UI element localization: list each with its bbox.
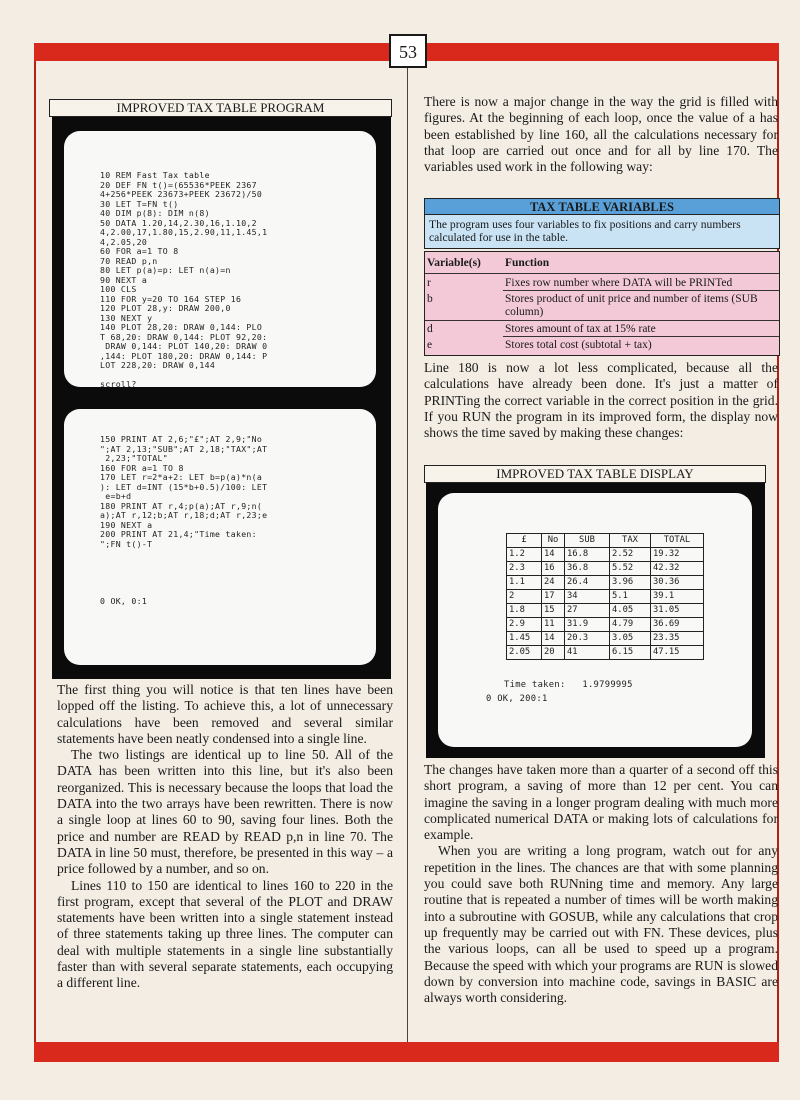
table-row bbox=[507, 604, 704, 618]
time-taken-line bbox=[504, 681, 633, 691]
code-line: 150 PRINT AT 2,6;"£";AT 2,9;"No bbox=[100, 434, 263, 444]
table-cell: 36.69 bbox=[651, 618, 704, 632]
header-cell: £ bbox=[507, 534, 542, 548]
table-cell: 20 bbox=[542, 646, 565, 660]
program-screen bbox=[52, 117, 391, 679]
table-row bbox=[507, 632, 704, 646]
table-cell: 47.15 bbox=[651, 646, 704, 660]
code-line: 80 LET p(a)=p: LET n(a)=n bbox=[100, 265, 231, 275]
right-intro-text bbox=[424, 94, 778, 175]
variables-table-title: TAX TABLE VARIABLES bbox=[424, 198, 780, 215]
listing-screen-2 bbox=[64, 409, 376, 665]
code-line bbox=[100, 578, 267, 588]
code-line: 4+256*PEEK 23673+PEEK 23672)/50 bbox=[100, 189, 263, 199]
code-line: 30 LET T=FN t() bbox=[100, 198, 179, 209]
table-cell: 14 bbox=[542, 548, 565, 562]
table-cell: 5.1 bbox=[610, 590, 651, 604]
code-line: 4,2.05,20 bbox=[100, 236, 148, 247]
table-rule bbox=[503, 290, 779, 291]
code-line: T 68,20: DRAW 0,144: PLOT 92,20: bbox=[100, 331, 268, 342]
table-cell: 39.1 bbox=[651, 590, 704, 604]
table-cell: 26.4 bbox=[565, 576, 610, 590]
code-line: 0 OK, 0:1 bbox=[100, 595, 148, 606]
code-line bbox=[100, 559, 267, 569]
code-line: ";AT 2,13;"SUB";AT 2,18;"TAX";AT bbox=[100, 443, 268, 454]
table-cell: 27 bbox=[565, 604, 610, 618]
code-line: 10 REM Fast Tax table bbox=[100, 170, 210, 180]
paragraph: There is now a major change in the way the grid is filled with figures. At the beginning of each loop, once the value of a has been established by line 160, all the calculations necessary for that loop are carried out once and for all by line 170. The variables used work in the following way: bbox=[424, 94, 778, 175]
header-cell: TOTAL bbox=[651, 534, 704, 548]
table-cell: 24 bbox=[542, 576, 565, 590]
table-cell: 2 bbox=[507, 590, 542, 604]
table-cell: 16.8 bbox=[565, 548, 610, 562]
table-cell: 6.15 bbox=[610, 646, 651, 660]
table-cell: 34 bbox=[565, 590, 610, 604]
code-line: ";FN t()-T bbox=[100, 538, 153, 549]
code-line: 180 PRINT AT r,4;p(a);AT r,9;n( bbox=[100, 500, 263, 511]
table-cell: 20.3 bbox=[565, 632, 610, 646]
code-line: 200 PRINT AT 21,4;"Time taken: bbox=[100, 529, 257, 539]
code-line: e=b+d bbox=[100, 491, 132, 501]
header-cell: No bbox=[542, 534, 565, 548]
header-function: Function bbox=[505, 257, 550, 269]
program-listing-2 bbox=[100, 435, 267, 606]
code-line: 140 PLOT 28,20: DRAW 0,144: PLO bbox=[100, 322, 263, 332]
display-tv bbox=[438, 493, 752, 747]
table-cell: 30.36 bbox=[651, 576, 704, 590]
table-cell: 4.05 bbox=[610, 604, 651, 618]
function-cell: Stores amount of tax at 15% rate bbox=[505, 323, 656, 335]
display-box-title: IMPROVED TAX TABLE DISPLAY bbox=[424, 465, 766, 483]
table-cell: 16 bbox=[542, 562, 565, 576]
program-box-title: IMPROVED TAX TABLE PROGRAM bbox=[49, 99, 392, 117]
left-body-text bbox=[57, 682, 393, 992]
code-line: 130 NEXT y bbox=[100, 312, 153, 323]
variable-cell: r bbox=[427, 277, 431, 289]
table-row bbox=[507, 548, 704, 562]
table-cell: 36.8 bbox=[565, 562, 610, 576]
status-line: 0 OK, 200:1 bbox=[486, 694, 548, 704]
time-taken-label: Time taken: bbox=[504, 680, 566, 690]
paragraph: Line 180 is now a lot less complicated, because all the calculations have already been done. It's just a matter of PRINTing the correct variable in the correct position in the grid. If you RUN the program in its improved form, the display now shows the time saved by making these changes: bbox=[424, 360, 778, 441]
paragraph: Lines 110 to 150 are identical to lines 160 to 220 in the first program, except that several of the PLOT and DRAW statements have been written into a single statement instead of three statements taking up three lines. The computer can deal with multiple statements in a single line substantially faster than with several separate statements, each occupying a different line. bbox=[57, 877, 393, 991]
table-header-row bbox=[507, 534, 704, 548]
bottom-red-bar bbox=[34, 1042, 779, 1062]
variable-cell: d bbox=[427, 323, 433, 335]
table-cell: 31.05 bbox=[651, 604, 704, 618]
code-line: a);AT r,12;b;AT r,18;d;AT r,23;e bbox=[100, 510, 268, 520]
code-line: ): LET d=INT (15*b+0.5)/100: LET bbox=[100, 481, 268, 492]
variables-table bbox=[424, 251, 780, 356]
code-line bbox=[100, 568, 267, 578]
code-line: 60 FOR a=1 TO 8 bbox=[100, 246, 179, 256]
code-line bbox=[100, 549, 267, 559]
table-cell: 17 bbox=[542, 590, 565, 604]
code-line: 20 DEF FN t()=(65536*PEEK 2367 bbox=[100, 179, 257, 190]
tax-display-table bbox=[506, 533, 704, 660]
table-cell: 19.32 bbox=[651, 548, 704, 562]
code-line: 40 DIM p(8): DIM n(8) bbox=[100, 208, 210, 218]
code-line: 110 FOR y=20 TO 164 STEP 16 bbox=[100, 293, 242, 304]
header-cell: TAX bbox=[610, 534, 651, 548]
code-line: 4,2.00,17,1.80,15,2.90,11,1.45,1 bbox=[100, 227, 268, 237]
table-cell: 3.96 bbox=[610, 576, 651, 590]
table-cell: 1.2 bbox=[507, 548, 542, 562]
variable-cell: e bbox=[427, 339, 433, 351]
table-cell: 2.05 bbox=[507, 646, 542, 660]
table-row bbox=[507, 646, 704, 660]
table-cell: 41 bbox=[565, 646, 610, 660]
program-listing-1 bbox=[100, 171, 267, 390]
code-line: DRAW 0,144: PLOT 140,20: DRAW 0 bbox=[100, 341, 268, 351]
table-rule bbox=[425, 273, 779, 274]
header-variables: Variable(s) bbox=[427, 257, 481, 269]
code-line: 2,23;"TOTAL" bbox=[100, 453, 168, 463]
code-line: 90 NEXT a bbox=[100, 274, 148, 285]
code-line: 70 READ p,n bbox=[100, 255, 158, 266]
display-screen bbox=[426, 483, 765, 758]
code-line: 100 CLS bbox=[100, 284, 137, 294]
variable-cell: b bbox=[427, 293, 433, 305]
function-cell: Stores product of unit price and number of items (SUB column) bbox=[505, 293, 758, 318]
table-cell: 1.45 bbox=[507, 632, 542, 646]
table-cell: 23.35 bbox=[651, 632, 704, 646]
table-cell: 31.9 bbox=[565, 618, 610, 632]
code-line: 190 NEXT a bbox=[100, 519, 153, 530]
right-mid-text bbox=[424, 360, 778, 441]
table-cell: 1.8 bbox=[507, 604, 542, 618]
listing-screen-1 bbox=[64, 131, 376, 387]
time-taken-value: 1.9799995 bbox=[582, 680, 633, 690]
column-divider bbox=[407, 61, 408, 1042]
table-cell: 1.1 bbox=[507, 576, 542, 590]
table-rule bbox=[503, 336, 779, 337]
table-cell: 5.52 bbox=[610, 562, 651, 576]
table-row bbox=[507, 618, 704, 632]
code-line: scroll? bbox=[100, 379, 137, 389]
code-line: LOT 228,20: DRAW 0,144 bbox=[100, 360, 216, 370]
table-rule bbox=[425, 320, 779, 321]
right-body-text bbox=[424, 762, 778, 1006]
table-cell: 3.05 bbox=[610, 632, 651, 646]
header-cell: SUB bbox=[565, 534, 610, 548]
table-row bbox=[507, 576, 704, 590]
table-cell: 15 bbox=[542, 604, 565, 618]
paragraph: The first thing you will notice is that ten lines have been lopped off the listing. To achieve this, a lot of unnecessary calculations have been removed and several similar statements have been neatly condensed into a single line. bbox=[57, 682, 393, 746]
code-line: 50 DATA 1.20,14,2.30,16,1.10,2 bbox=[100, 217, 257, 228]
variables-table-description: The program uses four variables to fix positions and carry numbers calculated for use in the table. bbox=[424, 215, 780, 249]
code-line: 170 LET r=2*a+2: LET b=p(a)*n(a bbox=[100, 472, 263, 482]
table-cell: 4.79 bbox=[610, 618, 651, 632]
paragraph: The two listings are identical up to line 50. All of the DATA has been written into this line, but it's also been reorganized. This is necessary because the loops that load the DATA into the two arrays have been rewritten. There is now a single loop at lines 60 to 90, saving four lines. Both the price and number are READ by READ p,n in line 70. The DATA in line 50 must, therefore, be presented in this way – a price followed by a number, and so on. bbox=[57, 747, 393, 877]
table-cell: 2.9 bbox=[507, 618, 542, 632]
code-line: 120 PLOT 28,y: DRAW 200,0 bbox=[100, 303, 231, 313]
page-number: 53 bbox=[389, 34, 427, 68]
function-cell: Stores total cost (subtotal + tax) bbox=[505, 339, 652, 351]
table-row bbox=[507, 562, 704, 576]
paragraph: When you are writing a long program, watch out for any repetition in the lines. The chances are that with some planning you could save both RUNning time and memory. Any large routine that is repeated a number of times will be worth making into a subroutine with GOSUB, while any calculations that crop up frequently may be carried out with FN. These devices, plus the various loops, can all be used to speed up a program. Because the speed with which your programs are RUN is slowed down by conversion into machine code, savings in BASIC are always worth considering. bbox=[424, 843, 778, 1006]
paragraph: The changes have taken more than a quarter of a second off this short program, a saving of more than 12 per cent. You can imagine the saving in a longer program dealing with much more complicated numerical DATA or making lots of calculations for example. bbox=[424, 762, 778, 843]
function-cell: Fixes row number where DATA will be PRINTed bbox=[505, 277, 733, 289]
table-cell: 11 bbox=[542, 618, 565, 632]
table-cell: 2.3 bbox=[507, 562, 542, 576]
table-row bbox=[507, 590, 704, 604]
table-cell: 42.32 bbox=[651, 562, 704, 576]
table-cell: 14 bbox=[542, 632, 565, 646]
code-line: ,144: PLOT 180,20: DRAW 0,144: P bbox=[100, 350, 268, 361]
table-cell: 2.52 bbox=[610, 548, 651, 562]
code-line: 160 FOR a=1 TO 8 bbox=[100, 462, 184, 473]
